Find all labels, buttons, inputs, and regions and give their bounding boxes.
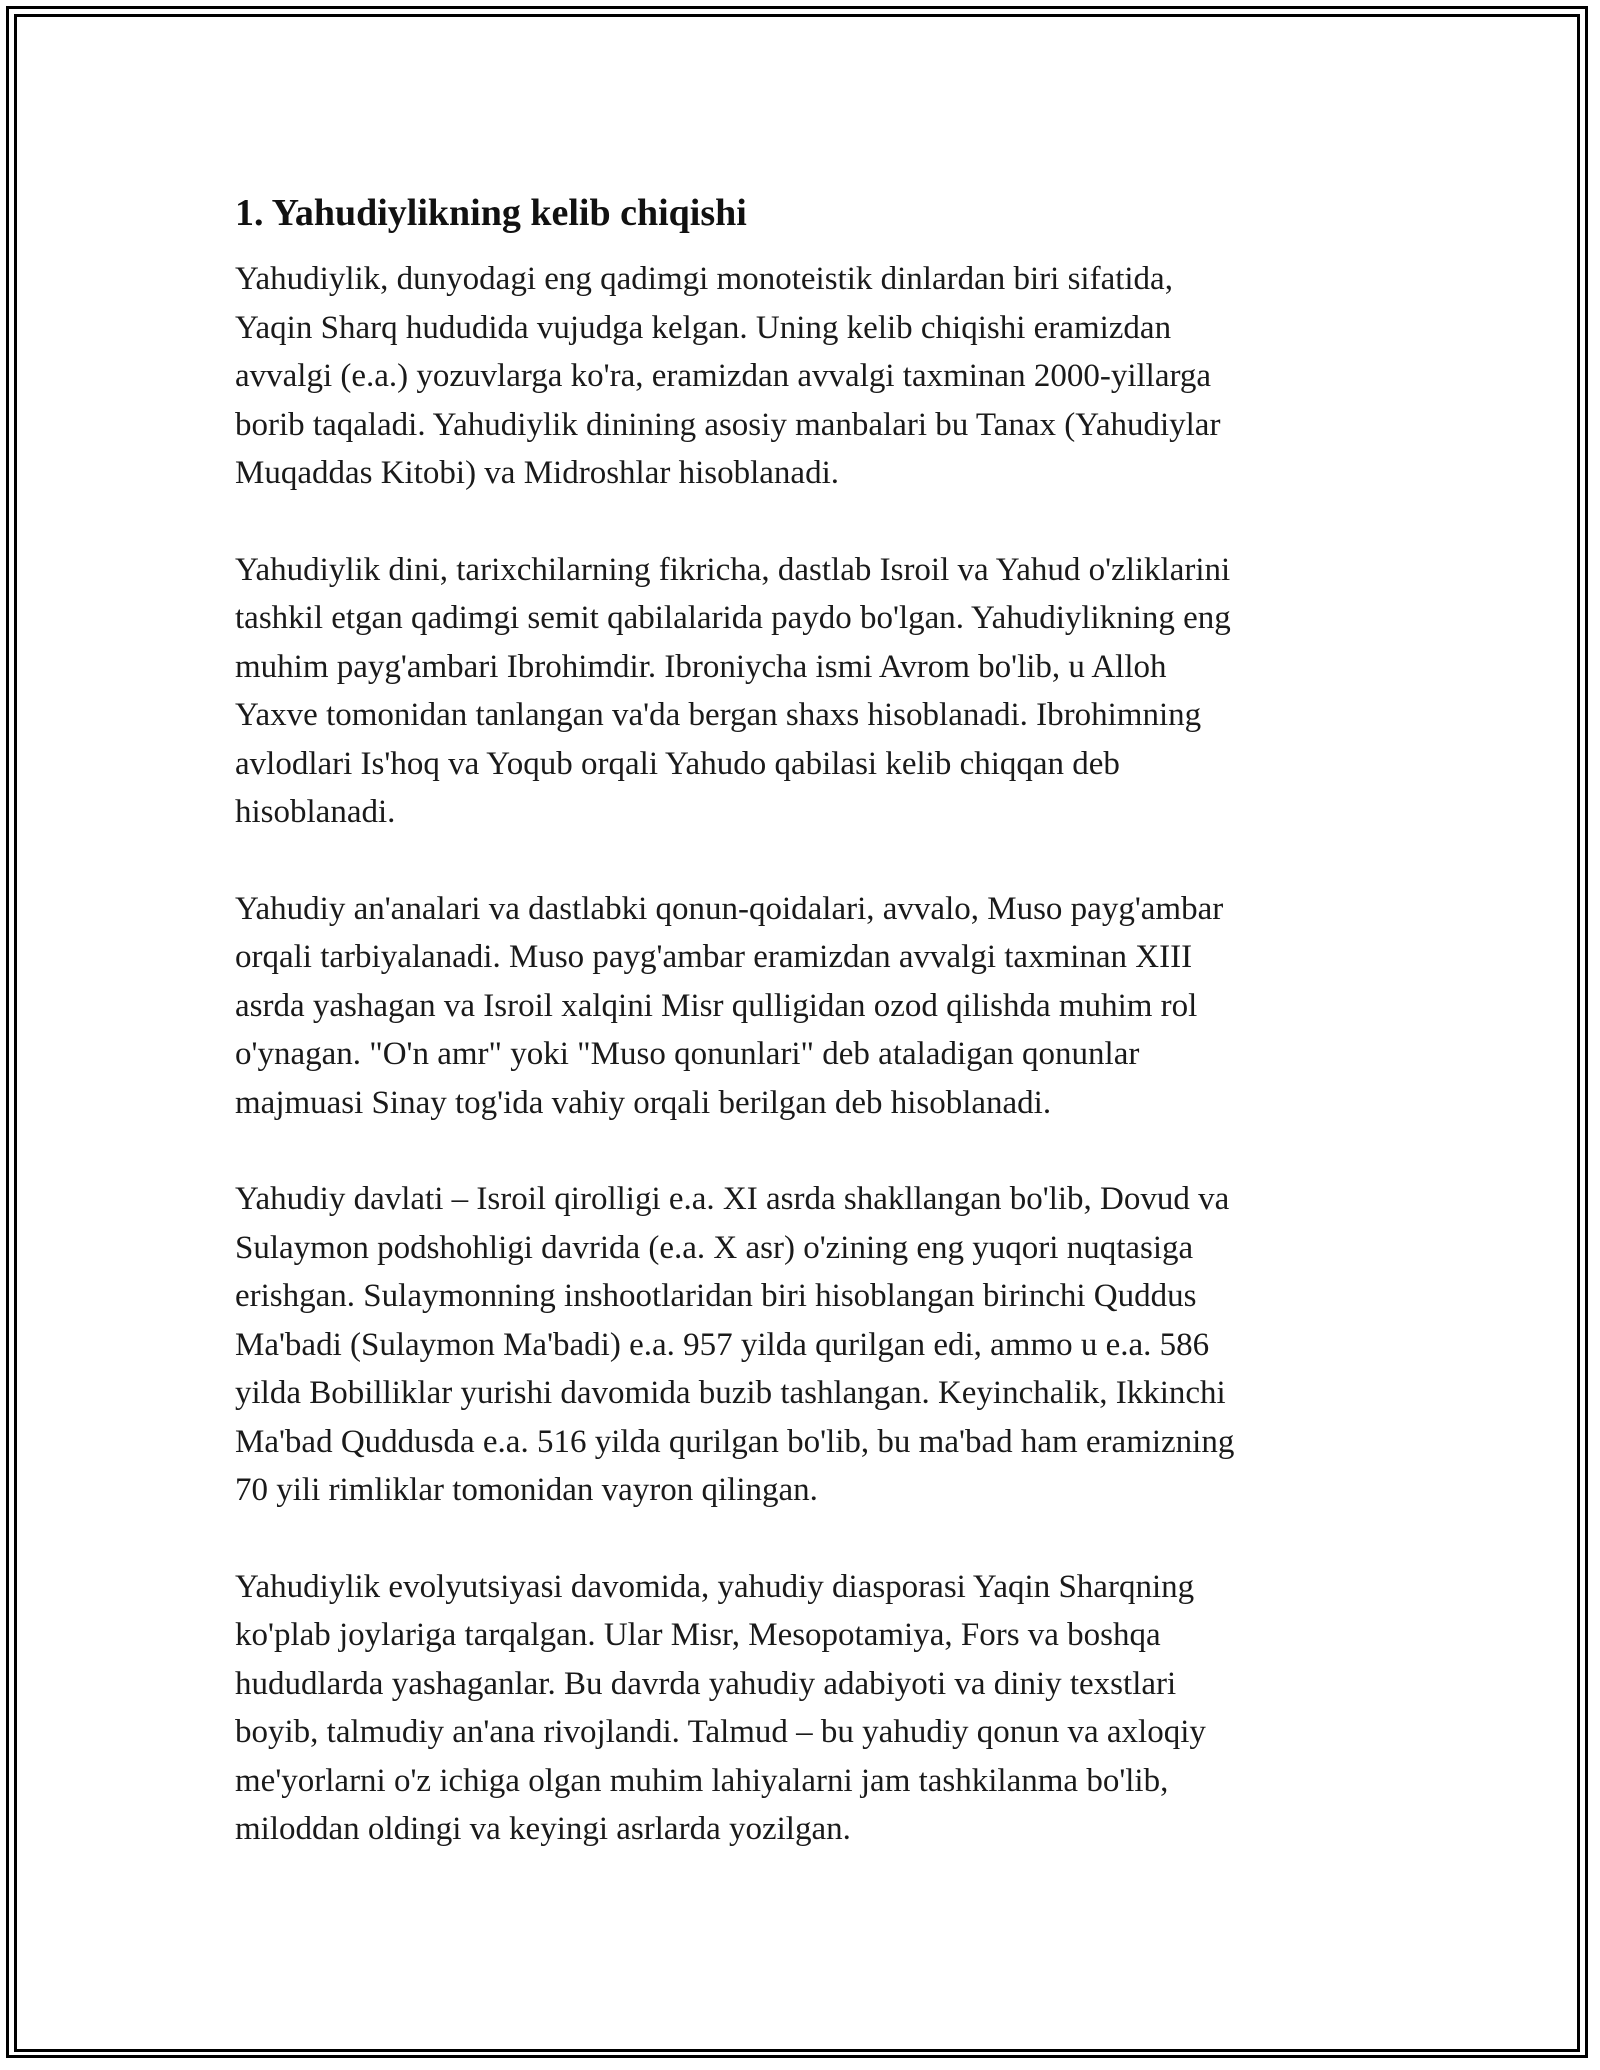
paragraph-line: ko'plab joylariga tarqalgan. Ular Misr, Mesopotamiya, Fors va boshqa [235,1617,1161,1653]
paragraph-line: hududlarda yashaganlar. Bu davrda yahudiy adabiyoti va diniy texstlari [235,1665,1177,1702]
paragraph-line: o'ynagan. "O'n amr" yoki "Muso qonunlari" deb ataladigan qonunlar [235,1036,1140,1072]
paragraph-line: asrda yashagan va Isroil xalqini Misr qulligidan ozod qilishda muhim rol [235,987,1198,1024]
paragraph-list [235,255,1365,1854]
paragraph-line: tashkil etgan qadimgi semit qabilalarida paydo bo'lgan. Yahudiylikning eng [235,600,1231,636]
paragraph-line: avlodlari Is'hoq va Yoqub orqali Yahudo qabilasi kelib chiqqan deb [235,745,1120,782]
paragraph-line: borib taqaladi. Yahudiylik dinining asosiy manbalari bu Tanax (Yahudiylar [235,406,1221,443]
paragraph-line: boyib, talmudiy an'ana rivojlandi. Talmud – bu yahudiy qonun va axloqiy [235,1714,1206,1750]
paragraph-line: majmuasi Sinay tog'ida vahiy orqali berilgan deb hisoblanadi. [235,1084,1052,1121]
paragraph [235,1563,1365,1854]
paragraph-line: avvalgi (e.a.) yozuvlarga ko'ra, eramizdan avvalgi taxminan 2000-yillarga [235,358,1212,394]
paragraph-line: Yahudiylik dini, tarixchilarning fikricha, dastlab Isroil va Yahud o'zliklarini [235,551,1231,588]
section-heading: 1. Yahudiylikning kelib chiqishi [235,192,747,234]
paragraph-line: 70 yili rimliklar tomonidan vayron qilingan. [235,1472,818,1508]
paragraph-line: Yahudiylik, dunyodagi eng qadimgi monoteistik dinlardan biri sifatida, [235,261,1173,297]
paragraph [235,546,1365,837]
paragraph-line: miloddan oldingi va keyingi asrlarda yozilgan. [235,1811,851,1847]
paragraph-line: muhim payg'ambari Ibrohimdir. Ibroniycha ismi Avrom bo'lib, u Alloh [235,648,1167,685]
paragraph-line: erishgan. Sulaymonning inshootlaridan biri hisoblangan birinchi Quddus [235,1278,1197,1314]
paragraph-line: orqali tarbiyalanadi. Muso payg'ambar eramizdan avvalgi taxminan XIII [235,939,1193,975]
paragraph [235,255,1365,498]
paragraph-line: hisoblanadi. [235,794,396,830]
document-body [235,185,1365,1902]
paragraph [235,885,1365,1128]
paragraph-line: Yaxve tomonidan tanlangan va'da bergan shaxs hisoblanadi. Ibrohimning [235,697,1202,733]
paragraph-line: Yaqin Sharq hududida vujudga kelgan. Uning kelib chiqishi eramizdan [235,309,1172,346]
paragraph-line: Ma'badi (Sulaymon Ma'badi) e.a. 957 yilda qurilgan edi, ammo u e.a. 586 [235,1326,1210,1363]
paragraph-line: yilda Bobilliklar yurishi davomida buzib tashlangan. Keyinchalik, Ikkinchi [235,1375,1226,1411]
paragraph-line: Yahudiylik evolyutsiyasi davomida, yahudiy diasporasi Yaqin Sharqning [235,1568,1195,1605]
paragraph-line: Ma'bad Quddusda e.a. 516 yilda qurilgan bo'lib, bu ma'bad ham eramizning [235,1423,1235,1460]
paragraph-line: Sulaymon podshohligi davrida (e.a. X asr) o'zining eng yuqori nuqtasiga [235,1229,1194,1266]
paragraph-line: Yahudiy davlati – Isroil qirolligi e.a. XI asrda shakllangan bo'lib, Dovud va [235,1181,1230,1217]
paragraph-line: me'yorlarni o'z ichiga olgan muhim lahiyalarni jam tashkilanma bo'lib, [235,1762,1169,1799]
paragraph-line: Muqaddas Kitobi) va Midroshlar hisoblanadi. [235,455,839,491]
paragraph-line: Yahudiy an'analari va dastlabki qonun-qoidalari, avvalo, Muso payg'ambar [235,890,1224,927]
paragraph [235,1175,1365,1515]
